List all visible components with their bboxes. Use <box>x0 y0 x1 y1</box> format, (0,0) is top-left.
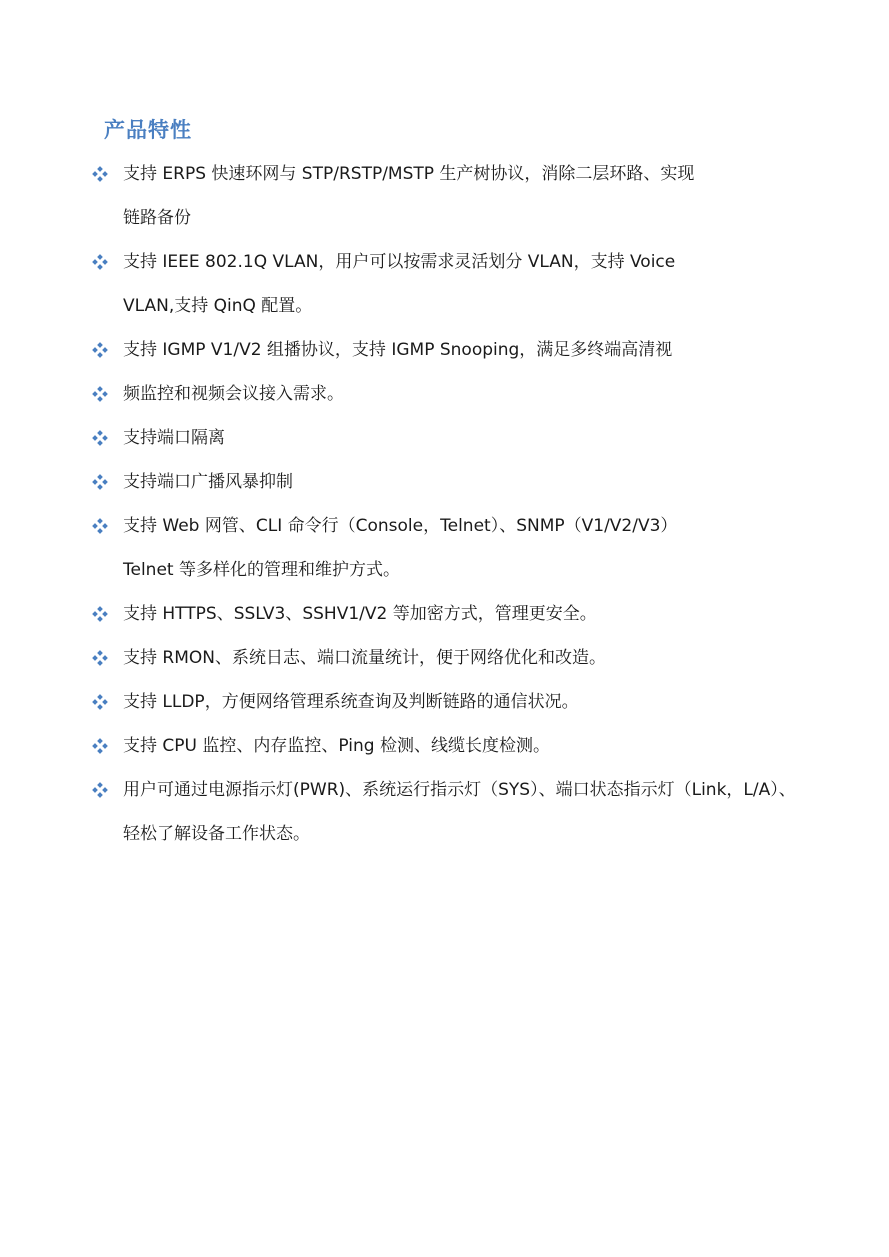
feature-text: 支持 LLDP，方便网络管理系统查询及判断链路的通信状况。 <box>123 692 579 712</box>
feature-text: 支持 IEEE 802.1Q VLAN，用户可以按需求灵活划分 VLAN，支持 Voice <box>123 252 676 272</box>
feature-text-continued: 链路备份 <box>123 208 191 228</box>
diamond-bullet-icon <box>92 518 108 534</box>
diamond-bullet-icon <box>92 342 108 358</box>
feature-text: 支持端口广播风暴抑制 <box>123 472 293 492</box>
feature-text: 支持 CPU 监控、内存监控、Ping 检测、线缆长度检测。 <box>123 736 550 756</box>
feature-text: 支持 RMON、系统日志、端口流量统计，便于网络优化和改造。 <box>123 648 606 668</box>
diamond-bullet-icon <box>92 606 108 622</box>
feature-text: 频监控和视频会议接入需求。 <box>123 384 344 404</box>
feature-text: 支持端口隔离 <box>123 428 225 448</box>
diamond-bullet-icon <box>92 386 108 402</box>
feature-text: 支持 IGMP V1/V2 组播协议，支持 IGMP Snooping，满足多终端高清视 <box>123 340 673 360</box>
diamond-bullet-icon <box>92 254 108 270</box>
diamond-bullet-icon <box>92 694 108 710</box>
feature-text-continued: 轻松了解设备工作状态。 <box>123 824 310 844</box>
diamond-bullet-icon <box>92 430 108 446</box>
feature-text: 支持 ERPS 快速环网与 STP/RSTP/MSTP 生产树协议，消除二层环路、实现 <box>123 164 695 184</box>
diamond-bullet-icon <box>92 782 108 798</box>
feature-text: 用户可通过电源指示灯(PWR)、系统运行指示灯（SYS）、端口状态指示灯（Link，L/A）、 <box>123 780 796 800</box>
diamond-bullet-icon <box>92 738 108 754</box>
feature-text-continued: VLAN,支持 QinQ 配置。 <box>123 296 313 316</box>
section-title: 产品特性 <box>104 118 192 142</box>
diamond-bullet-icon <box>92 474 108 490</box>
feature-text: 支持 Web 网管、CLI 命令行（Console，Telnet）、SNMP（V1/V2/V3） <box>123 516 678 536</box>
feature-text-continued: Telnet 等多样化的管理和维护方式。 <box>123 560 400 580</box>
feature-text: 支持 HTTPS、SSLV3、SSHV1/V2 等加密方式，管理更安全。 <box>123 604 597 624</box>
diamond-bullet-icon <box>92 650 108 666</box>
diamond-bullet-icon <box>92 166 108 182</box>
